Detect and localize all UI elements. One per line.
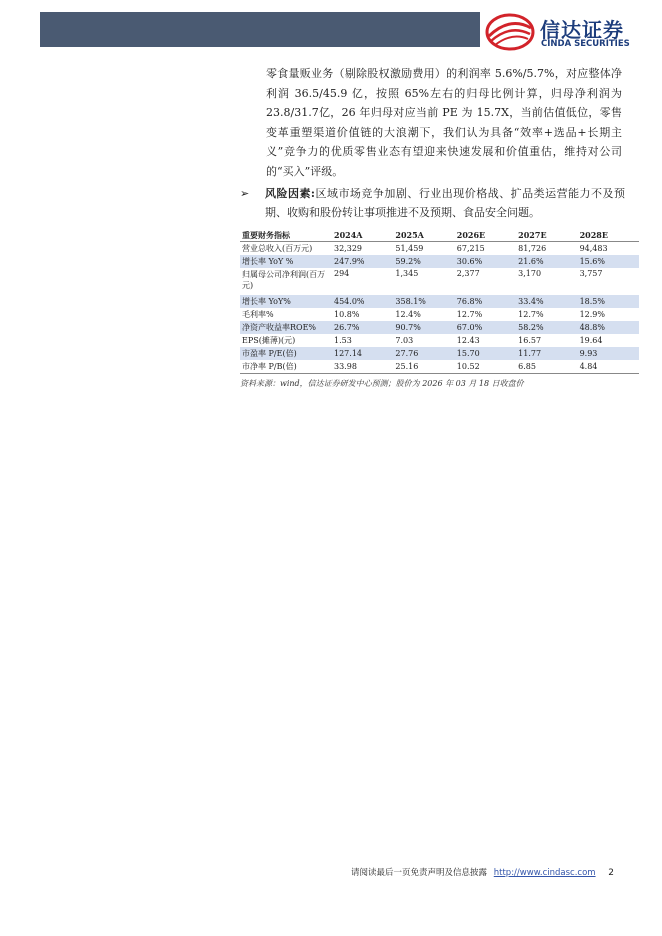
table-cell: 67.0% (456, 323, 483, 332)
table-header-cell: 2028E (579, 230, 608, 240)
cinda-logo-mark-icon (485, 12, 535, 52)
table-cell: 9.93 (579, 349, 598, 358)
table-cell: 32,329 (334, 244, 362, 253)
row-label: 市盈率 P/E(倍) (242, 349, 297, 358)
table-cell: 76.8% (456, 297, 483, 306)
financial-metrics-table (240, 229, 639, 374)
bullet-arrow-icon: ➢ (240, 187, 250, 200)
table-cell: 10.8% (334, 310, 360, 319)
table-header-cell: 2027E (518, 230, 547, 240)
risk-text (265, 184, 625, 222)
row-label: 增长率 YoY% (242, 297, 291, 306)
table-cell: 48.8% (579, 323, 605, 332)
header-bar (40, 12, 480, 47)
table-cell: 51,459 (395, 244, 424, 253)
table-cell: 15.70 (456, 349, 480, 358)
table-cell: 27.76 (395, 349, 419, 358)
table-cell: 67,215 (456, 244, 485, 253)
row-label: 归属母公司净利润(百万元) (242, 270, 326, 290)
table-header-cell: 2024A (334, 230, 363, 240)
table-cell: 15.6% (579, 257, 605, 266)
table-cell: 11.77 (518, 349, 542, 358)
table-cell: 358.1% (395, 297, 426, 306)
cinda-logo (485, 12, 645, 52)
table-cell: 1,345 (395, 269, 419, 278)
table-cell: 6.85 (518, 362, 536, 371)
table-row (240, 242, 639, 256)
table-cell: 12.43 (456, 336, 480, 345)
table-row (240, 268, 639, 295)
footer-website-link[interactable]: http://www.cindasc.com (493, 868, 596, 878)
page-number: 2 (608, 868, 614, 878)
row-label: 净资产收益率ROE% (242, 323, 317, 332)
table-cell: 59.2% (395, 257, 421, 266)
table-cell: 4.84 (579, 362, 598, 371)
table-row (240, 334, 639, 347)
logo-text-cn: 信达证券 (540, 18, 624, 42)
table-cell: 10.52 (456, 362, 480, 371)
table-cell: 12.4% (395, 310, 421, 319)
table-row (240, 295, 639, 308)
table-cell: 7.03 (395, 336, 414, 345)
logo-text-en: CINDA SECURITIES (541, 39, 630, 49)
table-row (240, 360, 639, 374)
risk-section (240, 184, 625, 222)
footer-disclaimer: 请阅读最后一页免责声明及信息披露 (351, 868, 488, 878)
table-header-cell: 2026E (456, 230, 486, 240)
table-row (240, 308, 639, 321)
table-cell: 16.57 (518, 336, 542, 345)
table-cell: 12.9% (579, 310, 605, 319)
table-cell: 1.53 (334, 336, 352, 345)
table-cell: 81,726 (518, 244, 547, 253)
table-cell: 94,483 (579, 244, 608, 253)
table-row (240, 255, 639, 268)
table-cell: 247.9% (334, 257, 365, 266)
table-cell: 294 (334, 269, 350, 278)
table-row (240, 347, 639, 360)
row-label: 增长率 YoY % (242, 257, 294, 266)
table-row (240, 321, 639, 334)
row-label: 毛利率% (242, 310, 274, 319)
row-label: 营业总收入(百万元) (242, 244, 313, 253)
table-cell: 127.14 (334, 349, 362, 358)
body-paragraph: 零食量贩业务（剔除股权激励费用）的利润率 5.6%/5.7%，对应整体净利润 36.5/45.9 亿，按照 65%左右的归母比例计算，归母净利润为23.8/31.7亿，26 年归母对应当前 PE 为 15.7X，当前估值低位，零售变革重塑渠道价值链的大浪潮下，我们认为具备“效率+选品+长期主义”竞争力的优质零售业态有望迎来快速发展和价值重估，维持对公司的“买入”评级。 (266, 67, 622, 178)
table-cell: 25.16 (395, 362, 419, 371)
table-cell: 18.5% (579, 297, 605, 306)
risk-body: 区域市场竞争加剧、行业出现价格战、扩品类运营能力不及预期、收购和股份转让事项推进不及预期、食品安全问题。 (265, 187, 626, 219)
table-header-cell: 2025A (395, 230, 424, 240)
table-cell: 2,377 (456, 269, 480, 278)
table-cell: 12.7% (518, 310, 544, 319)
table-header-row (240, 229, 639, 242)
table-cell: 58.2% (518, 323, 544, 332)
table-cell: 26.7% (334, 323, 360, 332)
table-cell: 30.6% (456, 257, 483, 266)
table-header-cell: 重要财务指标 (242, 229, 290, 240)
row-label: EPS(摊薄)(元) (242, 336, 296, 345)
table-cell: 3,170 (518, 269, 542, 278)
table-cell: 19.64 (579, 336, 603, 345)
table-cell: 90.7% (395, 323, 421, 332)
data-source-note: 资料来源：wind，信达证券研发中心预测；股价为 2026 年 03 月 18 日收盘价 (240, 379, 524, 388)
table-cell: 454.0% (334, 297, 365, 306)
risk-title: 风险因素: (265, 187, 315, 200)
table-cell: 21.6% (518, 257, 544, 266)
page-footer (351, 866, 614, 878)
table-cell: 12.7% (456, 310, 483, 319)
table-cell: 3,757 (579, 269, 603, 278)
row-label: 市净率 P/B(倍) (242, 362, 297, 371)
table-cell: 33.98 (334, 362, 357, 371)
table-cell: 33.4% (518, 297, 544, 306)
